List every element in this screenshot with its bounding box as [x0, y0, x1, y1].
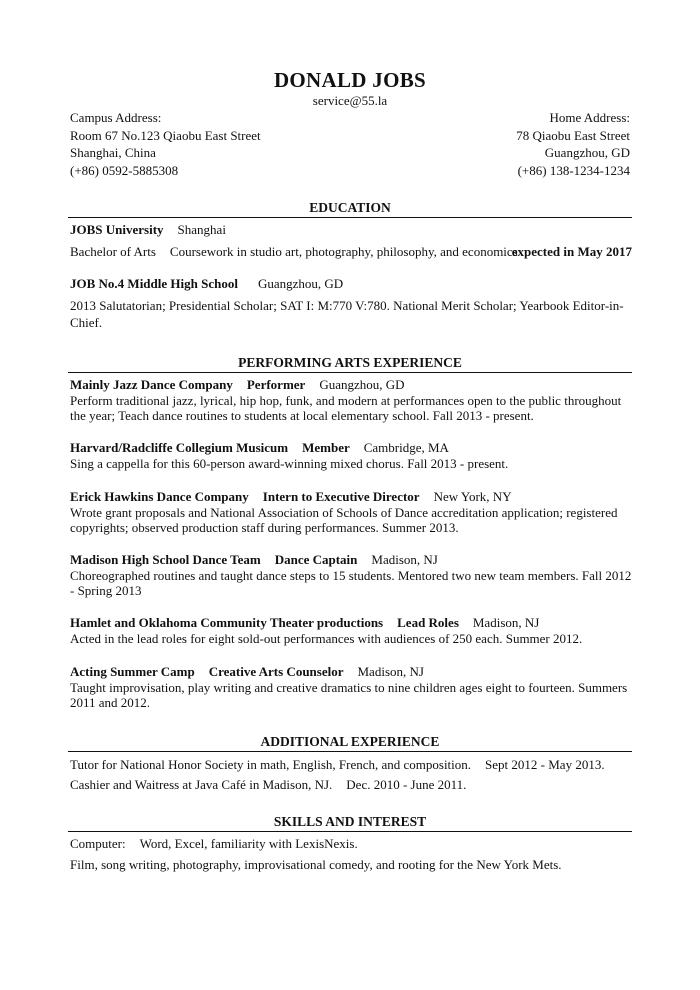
experience-role: Member [302, 440, 350, 455]
education-location: Guangzhou, GD [257, 276, 344, 291]
additional-date: Dec. 2010 - June 2011. [346, 777, 467, 792]
additional-entry [70, 757, 632, 773]
education-entry [70, 222, 632, 238]
home-address [516, 109, 630, 179]
campus-address [70, 109, 261, 179]
campus-address-line2: Shanghai, China [70, 145, 156, 160]
skills-interests: Film, song writing, photography, improvisational comedy, and rooting for the New York Mets. [70, 857, 562, 872]
education-institution: JOB No.4 Middle High School [70, 276, 238, 291]
experience-title [70, 664, 632, 680]
skills-computer [70, 836, 632, 852]
education-degree: Bachelor of Arts [70, 244, 156, 259]
campus-address-label: Campus Address: [70, 110, 162, 125]
experience-desc: Perform traditional jazz, lyrical, hip hop, funk, and modern at performances open to the public throughout the year; Teach dance routines to students at local elementary school. Fall 2013 - present. [70, 392, 622, 423]
home-address-line1: 78 Qiaobu East Street [516, 127, 630, 143]
education-coursework: Coursework in studio art, photography, philosophy, and economics [169, 244, 518, 259]
experience-role: Lead Roles [397, 615, 459, 630]
experience-entry [70, 440, 632, 471]
education-degree-row [70, 244, 632, 260]
performing-heading: PERFORMING ARTS EXPERIENCE [68, 355, 632, 373]
candidate-name: DONALD JOBS [273, 68, 427, 92]
experience-location: Madison, NJ [357, 664, 424, 679]
experience-location: Madison, NJ [371, 552, 438, 567]
education-institution: JOBS University [70, 222, 164, 237]
experience-title [70, 440, 632, 456]
additional-entry [70, 777, 632, 793]
experience-org: Erick Hawkins Dance Company [70, 489, 249, 504]
experience-entry [70, 552, 632, 599]
experience-location: New York, NY [433, 489, 512, 504]
additional-heading: ADDITIONAL EXPERIENCE [68, 734, 632, 752]
education-entry [70, 276, 632, 292]
experience-entry [70, 489, 632, 536]
campus-phone: (+86) 0592-5885308 [70, 162, 179, 178]
experience-org: Acting Summer Camp [70, 664, 195, 679]
experience-title [70, 377, 632, 393]
experience-title [70, 489, 632, 505]
experience-title [70, 552, 632, 568]
additional-text: Tutor for National Honor Society in math, English, French, and composition. [70, 757, 472, 772]
experience-org: Harvard/Radcliffe Collegium Musicum [70, 440, 289, 455]
experience-role: Performer [246, 377, 306, 392]
experience-location: Madison, NJ [472, 615, 540, 630]
experience-desc: Wrote grant proposals and National Association of Schools of Dance accreditation application; registered copyrights; observed production staff during performances. Summer 2013. [70, 504, 618, 535]
experience-entry [70, 377, 632, 424]
candidate-email[interactable]: service@55.la [312, 93, 388, 108]
campus-address-line1: Room 67 No.123 Qiaobu East Street [70, 127, 261, 143]
experience-org: Hamlet and Oklahoma Community Theater productions [70, 615, 384, 630]
experience-org: Madison High School Dance Team [70, 552, 261, 567]
experience-location: Cambridge, MA [363, 440, 449, 455]
experience-org: Mainly Jazz Dance Company [70, 377, 233, 392]
experience-desc: Acted in the lead roles for eight sold-out performances with audiences of 250 each. Summer 2012. [70, 630, 583, 646]
education-date: expected in May 2017 [511, 244, 632, 259]
home-phone: (+86) 138-1234-1234 [517, 162, 630, 178]
experience-entry [70, 615, 632, 646]
skills-heading: SKILLS AND INTEREST [68, 814, 632, 832]
education-location: Shanghai [177, 222, 226, 237]
experience-role: Dance Captain [274, 552, 358, 567]
experience-title [70, 615, 632, 631]
experience-desc: Choreographed routines and taught dance steps to 15 students. Mentored two new team members. Fall 2012 - Spring 2013 [70, 567, 632, 598]
home-address-label: Home Address: [549, 110, 630, 125]
skills-computer-value: Word, Excel, familiarity with LexisNexis. [139, 836, 358, 851]
experience-role: Creative Arts Counselor [208, 664, 344, 679]
home-address-line2: Guangzhou, GD [544, 145, 630, 160]
skills-computer-label: Computer: [70, 836, 126, 851]
experience-desc: Sing a cappella for this 60-person award-winning mixed chorus. Fall 2013 - present. [70, 455, 509, 471]
experience-role: Intern to Executive Director [262, 489, 420, 504]
education-detail: 2013 Salutatorian; Presidential Scholar; SAT I: M:770 V:780. National Merit Scholar; Yearbook Editor-in-Chief. [70, 298, 624, 330]
additional-date: Sept 2012 - May 2013. [485, 757, 605, 772]
experience-desc: Taught improvisation, play writing and creative dramatics to nine children ages eight to fourteen. Summers 2011 and 2012. [70, 679, 628, 710]
experience-entry [70, 664, 632, 711]
additional-text: Cashier and Waitress at Java Café in Madison, NJ. [70, 777, 333, 792]
experience-location: Guangzhou, GD [319, 377, 405, 392]
education-heading: EDUCATION [68, 200, 632, 218]
